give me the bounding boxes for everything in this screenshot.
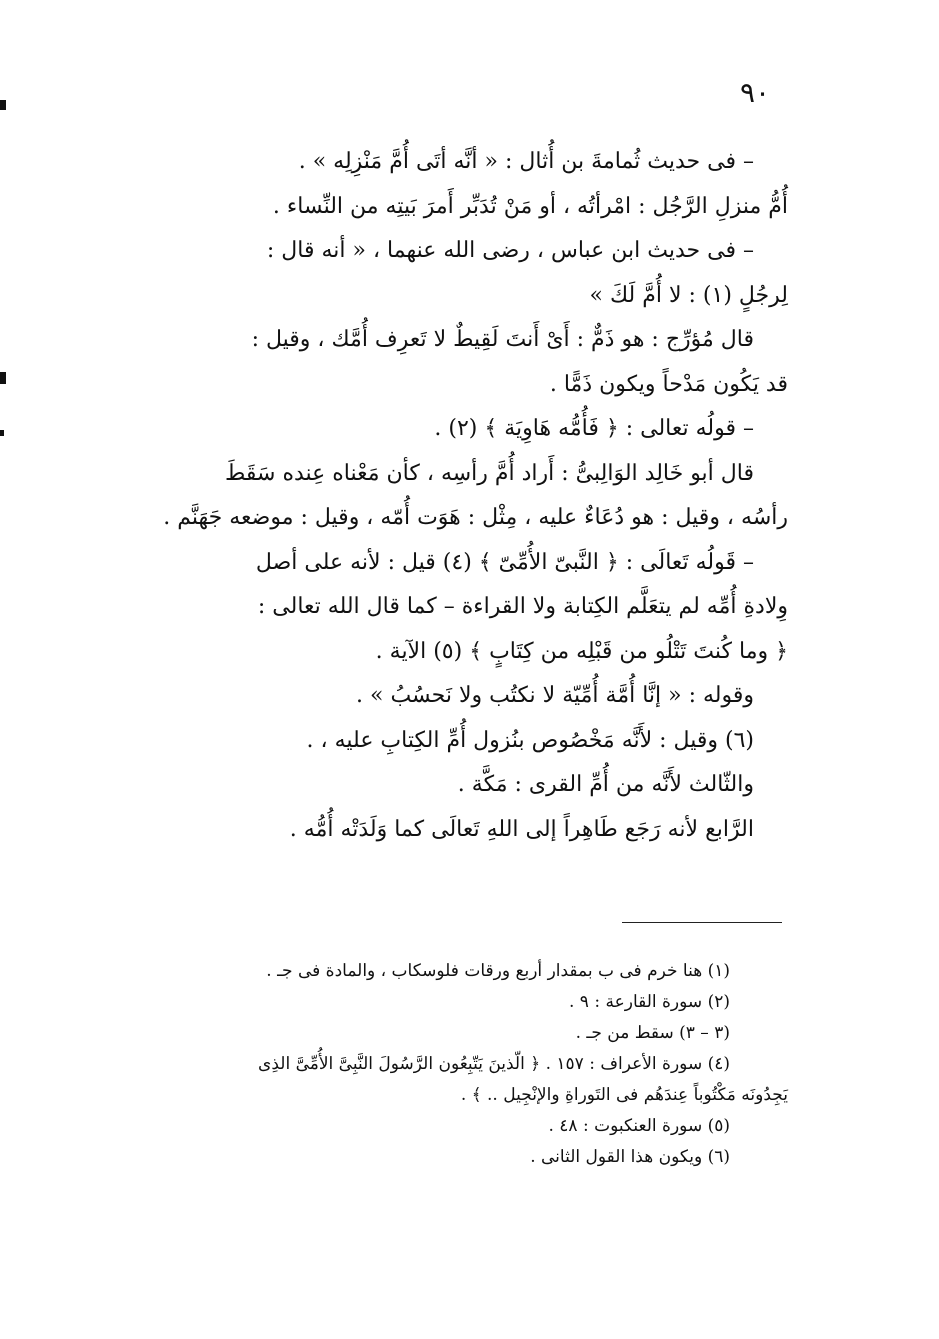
text-line: – قَولُه تَعالَى : ﴿ النَّبىّ الأُمِّىّ ﴾ (٤) قيل : لأنه على أصل [255,549,754,575]
main-text [108,140,788,852]
text-line: قال أبو خَالِد الوَالِبىُّ : أَراد أُمَّ رأسِه ، كأن مَعْناه عِنده سَقَطَ [225,460,754,486]
footnote: (٢) سورة القارعة : ٩ . [568,992,730,1012]
text-line: والثّالث لأَنَّه من أُمِّ القرى : مَكَّة . [457,772,754,797]
margin-mark [0,430,4,436]
text-line: رأسُه ، وقيل : هو دُعَاءٌ عليه ، مِثْل : هَوَت أُمّه ، وقيل : موضعه جَهَنَّم . [163,505,788,530]
text-line: – قولُه تعالى : ﴿ فَأُمُّه هَاوِيَة ﴾ (٢) . [434,416,754,441]
footnote: (٤) سورة الأعراف : ١٥٧ . ﴿ الّذينَ يَتّبِعُون الرَّسُولَ النَّبِىَّ الأُمِّىَّ الذِى [258,1054,730,1074]
footnote: (٦) ويكون هذا القول الثانى . [530,1147,730,1167]
text-line: وقوله : « إنَّا أُمَّة أُمِّيّة لا نكتُب ولا نَحسُبُ » . [356,683,754,708]
footnotes [108,956,788,1173]
text-line: وِلادةِ أُمِّه لم يتعَلَّم الكِتابة ولا القراءة – كما قال الله تعالى : [257,594,788,619]
footnote: (١) هنا خرم فى ب بمقدار أربع ورقات فلوسكاب ، والمادة فى جـ . [266,961,730,981]
text-line: قد يَكُون مَدْحاً ويكون ذَمًّا . [549,371,788,397]
text-line: الرَّابع لأنه رَجَع طَاهِراً إلى اللهِ تَعالَى كما وَلَدَتْه أُمُّه . [289,816,754,842]
text-line: – فى حديث ابن عباس ، رضى الله عنهما ، « أنه قال : [266,238,754,263]
text-line: – فى حديث ثُمامةَ بن أُثال : « أنَّه أتَى أُمَّ مَنْزِلِه » . [298,149,754,174]
text-line: ﴿ وما كُنتَ تَتْلُو من قَبْلِه من كِتَابٍ ﴾ (٥) الآية . [375,638,788,664]
footnote-continuation: يَجِدُونَه مَكْتُوباً عِندَهُم فى التَوراةِ والإنْجِيل .. ﴾ . [460,1085,788,1105]
footnote: (٥) سورة العنكبوت : ٤٨ . [548,1116,730,1136]
text-line: (٦) وقيل : لأَنَّه مَخْصُوص بنُزول أُمِّ الكِتابِ عليه ، . [306,727,754,753]
margin-mark [0,100,6,110]
page-number: ٩٠ [739,76,771,109]
footnote: (٣ – ٣) سقط من جـ . [575,1023,730,1043]
margin-mark [0,372,6,384]
text-line: قال مُؤرِّج : هو ذَمٌّ : أَىْ أَنتَ لَقِيطٌ لا تَعرِف أُمَّك ، وقيل : [251,327,754,352]
text-line: لِرجُلٍ (١) : لا أُمَّ لَكَ » [589,282,788,308]
text-line: أُمُّ منزلِ الرَّجُل : امْرأتُه ، أو مَنْ تُدَبِّر أَمرَ بَيتِه من النِّساء . [272,193,788,219]
footnote-divider [622,922,782,923]
